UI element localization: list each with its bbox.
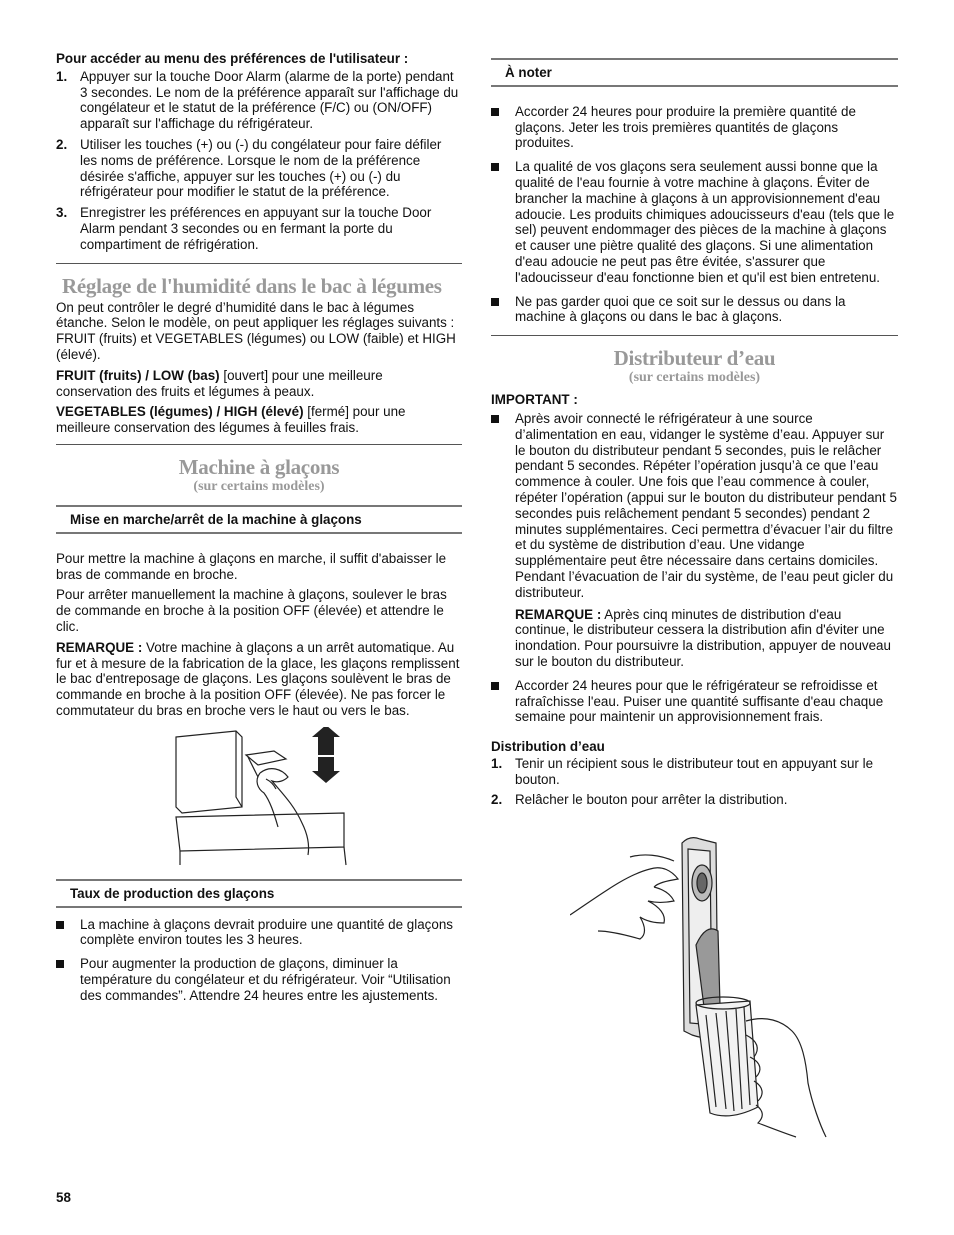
veg-setting-text: [fermé] pour une meilleure conservation des légumes à feuilles frais. <box>56 404 406 436</box>
right-column <box>491 58 898 813</box>
divider <box>56 263 462 264</box>
bullet-icon <box>491 298 499 306</box>
ice-maker-image <box>174 727 364 867</box>
ice-maker-illustration <box>174 727 462 867</box>
remark-label: REMARQUE : <box>56 639 143 655</box>
humidity-fruit <box>56 368 462 400</box>
step-number: 2. <box>491 792 503 808</box>
humidity-title: Réglage de l'humidité dans le bac à légumes <box>62 273 442 298</box>
step-text: Tenir un récipient sous le distributeur tout en appuyant sur le bouton. <box>515 755 874 787</box>
water-subtitle: (sur certains modèles) <box>628 370 761 386</box>
ice-rate-heading: Taux de production des glaçons <box>56 879 462 908</box>
notes-list <box>491 104 898 325</box>
left-column <box>56 51 462 1011</box>
user-prefs-steps <box>56 69 462 253</box>
bullet-icon <box>56 921 64 929</box>
bullet-icon <box>56 960 64 968</box>
step-number: 1. <box>56 68 68 84</box>
dispensing-heading: Distribution d’eau <box>491 739 605 755</box>
remark-text: Après cinq minutes de distribution d'eau continue, le distributeur cessera la distribution afin d'éviter une inondation. Pour poursuivre la distribution, appuyer de nouveau sur le bouton du distributeur. <box>515 606 891 669</box>
ice-maker-title: Machine à glaçons <box>178 454 340 479</box>
ice-onoff-p2: Pour arrêter manuellement la machine à glaçons, soulever le bras de commande en broche à la position OFF (élevée) et attendre le clic. <box>56 587 447 634</box>
ice-onoff-p1: Pour mettre la machine à glaçons en marche, il suffit d'abaisser le bras de commande en broche. <box>56 550 447 582</box>
remark-label: REMARQUE : <box>515 606 602 622</box>
list-item-text: Accorder 24 heures pour que le réfrigérateur se refroidisse et rafraîchisse l'eau. Puiser une quantité suffisante d'eau chaque semaine pour maintenir un approvisionnement frais. <box>515 677 884 725</box>
ice-rate-list <box>56 917 462 1004</box>
water-dispenser-image <box>570 835 830 1140</box>
list-item <box>56 69 462 132</box>
water-remark <box>515 607 898 670</box>
list-item <box>491 411 898 670</box>
list-item <box>56 137 462 200</box>
list-item-text: Pour augmenter la production de glaçons, diminuer la température du congélateur et du réfrigérateur. Voir “Utilisation des commandes”. Attendre 24 heures entre les ajustements. <box>80 956 451 1003</box>
ice-maker-subtitle: (sur certains modèles) <box>193 478 325 494</box>
fruit-setting-label: FRUIT (fruits) / LOW (bas) <box>56 367 220 383</box>
user-prefs-title: Pour accéder au menu des préférences de l'utilisateur : <box>56 51 409 66</box>
step-text: Enregistrer les préférences en appuyant sur la touche Door Alarm pendant 3 secondes ou en fermant la porte du compartiment de réfrigération. <box>80 205 432 252</box>
list-item <box>56 956 462 1003</box>
list-item-text: Accorder 24 heures pour produire la première quantité de glaçons. Jeter les trois premières quantités de glaçons produites. <box>515 103 856 151</box>
bullet-icon <box>491 163 499 171</box>
divider <box>56 444 462 445</box>
bullet-icon <box>491 682 499 690</box>
water-dispenser-illustration <box>570 835 830 1140</box>
list-item <box>56 205 462 252</box>
humidity-intro: On peut contrôler le degré d’humidité dans le bac à légumes étanche. Selon le modèle, on peut appliquer les réglages suivants : FRUIT (fruits) et VEGETABLES (légumes) ou LOW (faible) et HIGH (élevé). <box>56 299 456 362</box>
list-item <box>491 104 898 151</box>
step-number: 2. <box>56 136 68 152</box>
list-item <box>56 917 462 949</box>
list-item-text: Après avoir connecté le réfrigérateur à une source d’alimentation en eau, vidanger le système d’eau. Appuyer sur le bouton du distributeur pendant 5 secondes, puis le relâcher pendant 5 secondes. Répéter l’opération jusqu’à ce que l’eau commence à couler. Une fois que l’eau commence à couler, répéter l’opération (appui sur le bouton du distributeur pendant 5 secondes puis relâchement pendant 5 secondes) pendant 2 minutes supplémentaires. Ceci permettra d’évacuer l’air du filtre et du système de distribution d’eau. Une vidange supplémentaire peut être nécessaire dans certains domiciles. Pendant l’évacuation de l’air du système, de l’eau peut gicler du distributeur. <box>515 410 897 600</box>
bullet-icon <box>491 108 499 116</box>
page-number: 58 <box>56 1190 71 1205</box>
fruit-setting-text: [ouvert] pour une meilleure conservation des fruits et légumes à peaux. <box>56 367 383 399</box>
list-item <box>491 159 898 285</box>
step-text: Utiliser les touches (+) ou (-) du congélateur pour faire défiler les noms de préférence. Lorsque le nom de la préférence désirée s'affiche, appuyer sur les touches (+) ou (-) du réfrigérateur pour modifier le statut de la préférence. <box>80 136 442 200</box>
list-item <box>491 678 898 725</box>
list-item <box>491 756 898 788</box>
step-number: 1. <box>491 755 503 771</box>
veg-setting-label: VEGETABLES (légumes) / HIGH (élevé) <box>56 404 304 420</box>
humidity-veg <box>56 404 462 436</box>
dispensing-steps <box>491 756 898 808</box>
important-label: IMPORTANT : <box>491 392 578 408</box>
notes-heading: À noter <box>491 58 898 87</box>
water-title: Distributeur d’eau <box>613 346 776 371</box>
bullet-icon <box>491 415 499 423</box>
step-text: Appuyer sur la touche Door Alarm (alarme de la porte) pendant 3 secondes. Le nom de la préférence apparaît sur l'affichage du congélateur et le statut de la préférence (F/C) ou (ON/OFF) apparaît sur l'affichage du réfrigérateur. <box>80 68 459 132</box>
divider <box>491 335 898 336</box>
water-important-list <box>491 411 898 725</box>
list-item-text: La machine à glaçons devrait produire une quantité de glaçons complète environ toutes les 3 heures. <box>80 916 453 948</box>
ice-onoff-heading: Mise en marche/arrêt de la machine à glaçons <box>56 505 462 534</box>
step-text: Relâcher le bouton pour arrêter la distribution. <box>515 792 788 808</box>
remark-text: Votre machine à glaçons a un arrêt automatique. Au fur et à mesure de la fabrication de la glace, les glaçons remplissent le bac d'entreposage de glaçons. Les glaçons soulèvent le bras de commande en broche à la position OFF (élevée). Ne pas forcer le commutateur du bras en broche vers le haut ou vers le bas. <box>56 639 460 718</box>
step-number: 3. <box>56 205 68 221</box>
ice-remark <box>56 640 462 719</box>
list-item <box>491 792 898 808</box>
list-item-text: Ne pas garder quoi que ce soit sur le dessus ou dans la machine à glaçons ou dans le bac à glaçons. <box>515 293 846 325</box>
list-item <box>491 294 898 326</box>
list-item-text: La qualité de vos glaçons sera seulement aussi bonne que la qualité de l'eau fournie à votre machine à glaçons. Éviter de brancher la machine à glaçons à un approvisionnement d'eau adoucie. Les produits chimiques adoucisseurs d'eau (tels que le sel) peuvent endommager des pièces de la machine à glaçons et causer une piètre qualité des glaçons. Si une alimentation d'eau adoucie ne peut pas être évitée, s'assurer que l'adoucisseur d'eau fonctionne bien et qu'il est bien entretenu. <box>515 159 895 285</box>
